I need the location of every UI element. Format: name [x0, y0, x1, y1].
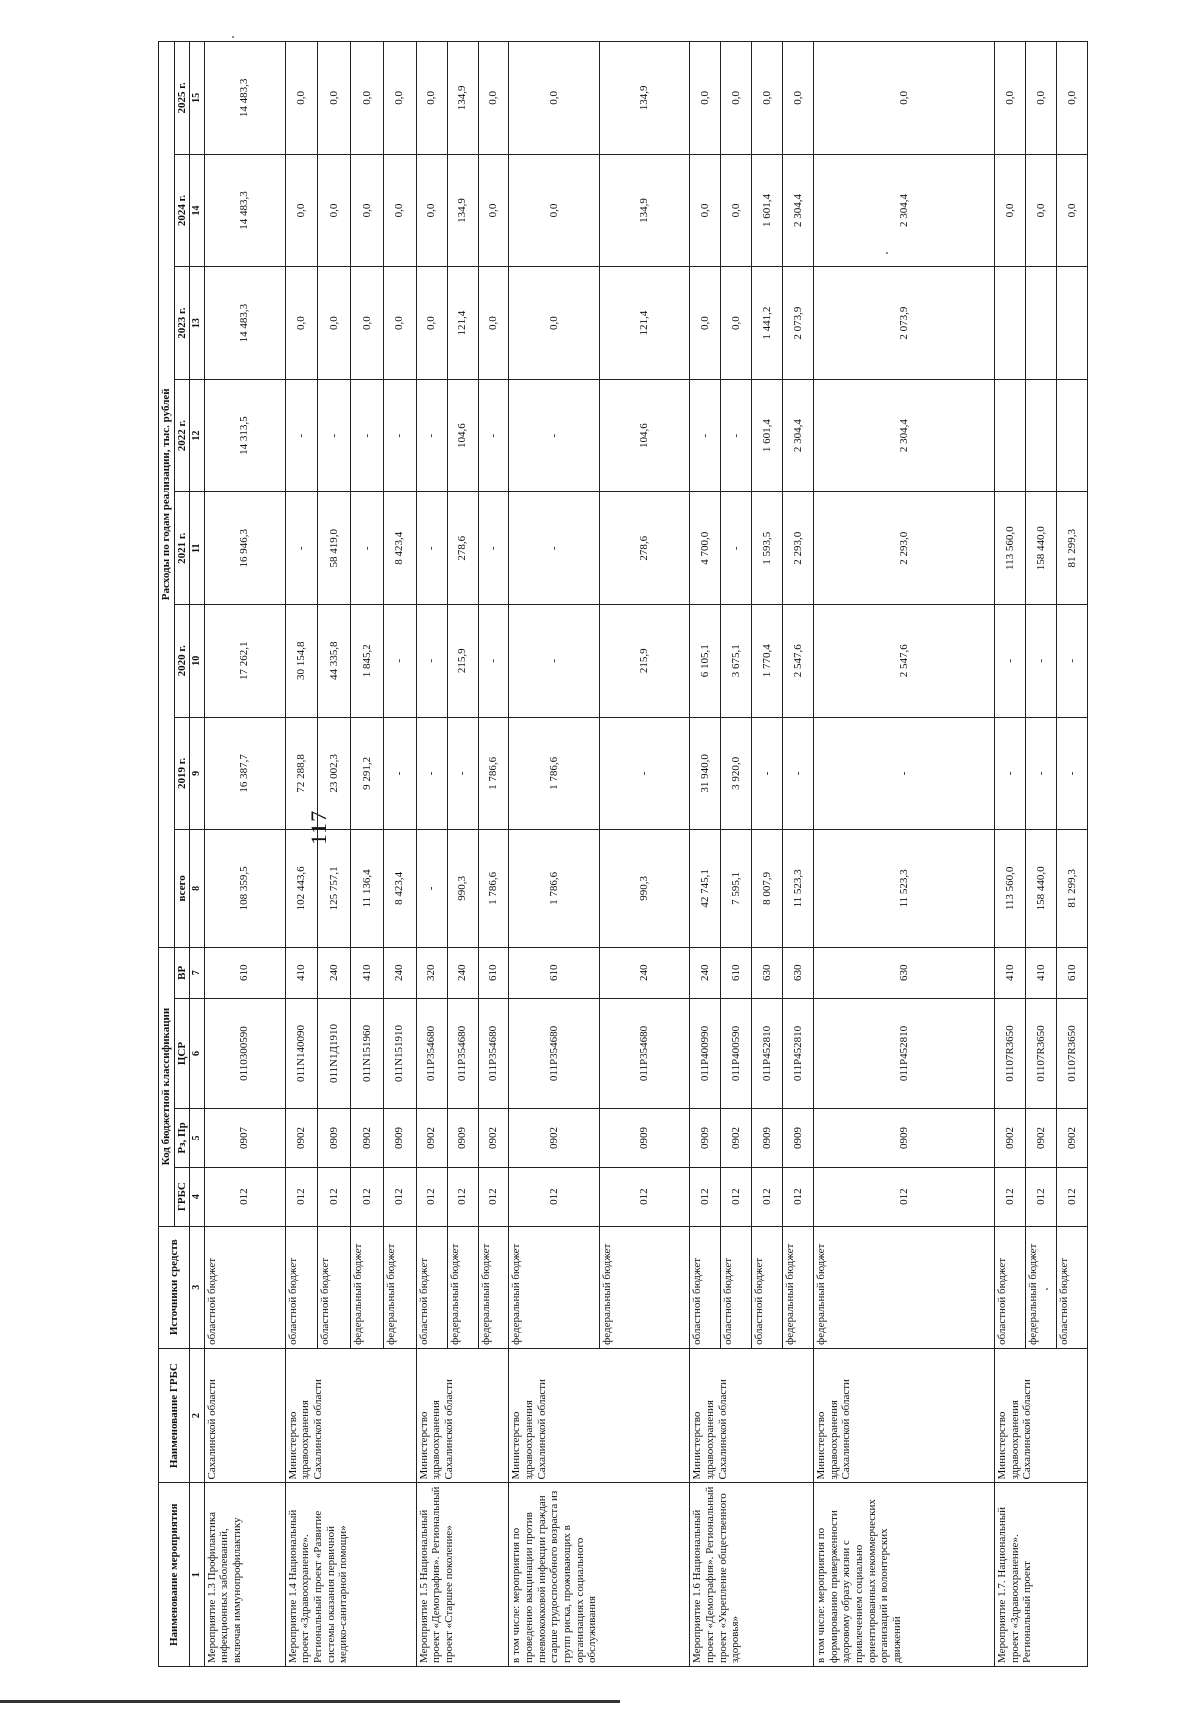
value-2022-cell: - [318, 379, 351, 492]
header-name: Наименование мероприятия [159, 1483, 190, 1667]
value-2022-cell: - [690, 379, 721, 492]
rzpr-cell: 0902 [478, 1109, 509, 1168]
value-2024-cell: 0,0 [690, 154, 721, 267]
column-index: 2 [190, 1348, 205, 1483]
grbs-cell: 012 [690, 1167, 721, 1226]
vr-cell: 320 [416, 947, 447, 998]
value-2024-cell: 0,0 [509, 154, 599, 267]
scan-speck [886, 252, 888, 254]
value-2019-cell: - [383, 717, 416, 830]
value-2019-cell: - [783, 717, 814, 830]
value-2020-cell: - [383, 605, 416, 718]
total-cell: 108 359,5 [204, 830, 285, 947]
table-row [995, 42, 1026, 1667]
csr-cell: 011P354680 [447, 998, 478, 1108]
source-cell: областной бюджет [752, 1226, 783, 1348]
value-2024-cell: 0,0 [721, 154, 752, 267]
vr-cell: 630 [783, 947, 814, 998]
value-2020-cell: - [478, 605, 509, 718]
grbs-cell: 012 [447, 1167, 478, 1226]
value-2023-cell: 1 441,2 [752, 267, 783, 380]
value-2025-cell: 0,0 [1026, 42, 1057, 155]
value-2021-cell: - [416, 492, 447, 605]
measure-name-cell: Мероприятие 1.5 Национальный проект «Демография». Региональный проект «Старшее поколение» [416, 1483, 509, 1667]
value-2024-cell: 14 483,3 [204, 154, 285, 267]
source-cell: федеральный бюджет [478, 1226, 509, 1348]
value-2024-cell: 0,0 [285, 154, 318, 267]
value-2025-cell: 0,0 [1056, 42, 1087, 155]
value-2020-cell: - [1056, 605, 1087, 718]
header-total: всего [174, 830, 190, 947]
value-2021-cell: 278,6 [447, 492, 478, 605]
header-2019: 2019 г. [174, 717, 190, 830]
value-2023-cell: 0,0 [383, 267, 416, 380]
value-2019-cell: 1 786,6 [478, 717, 509, 830]
csr-cell: 0110300590 [204, 998, 285, 1108]
value-2024-cell: 2 304,4 [783, 154, 814, 267]
source-cell: федеральный бюджет [783, 1226, 814, 1348]
table-body [204, 42, 1087, 1667]
value-2023-cell [1056, 267, 1087, 380]
value-2019-cell: - [1026, 717, 1057, 830]
value-2021-cell: - [351, 492, 384, 605]
column-index: 5 [190, 1109, 205, 1168]
value-2022-cell: 104,6 [447, 379, 478, 492]
source-cell: федеральный бюджет [351, 1226, 384, 1348]
value-2023-cell: 0,0 [318, 267, 351, 380]
value-2021-cell: 158 440,0 [1026, 492, 1057, 605]
rzpr-cell: 0902 [509, 1109, 599, 1168]
value-2023-cell: 2 073,9 [814, 267, 995, 380]
total-cell: 125 757,1 [318, 830, 351, 947]
vr-cell: 630 [814, 947, 995, 998]
value-2024-cell: 0,0 [1056, 154, 1087, 267]
value-2020-cell: - [509, 605, 599, 718]
source-cell: областной бюджет [1056, 1226, 1087, 1348]
table-row [416, 42, 447, 1667]
value-2023-cell: 0,0 [478, 267, 509, 380]
measure-name-cell: в том числе: мероприятия по формированию приверженности здоровому образу жизни с привлечением социально ориентированных некоммерческих организаций и волонтерских движений [814, 1483, 995, 1667]
value-2021-cell: 2 293,0 [814, 492, 995, 605]
value-2019-cell: 31 940,0 [690, 717, 721, 830]
value-2023-cell: 0,0 [509, 267, 599, 380]
value-2025-cell: 0,0 [285, 42, 318, 155]
value-2021-cell: - [478, 492, 509, 605]
vr-cell: 410 [1026, 947, 1057, 998]
csr-cell: 011N151910 [383, 998, 416, 1108]
grbs-cell: 012 [478, 1167, 509, 1226]
source-cell: областной бюджет [204, 1226, 285, 1348]
vr-cell: 240 [318, 947, 351, 998]
column-index-row [190, 42, 205, 1667]
value-2025-cell: 0,0 [752, 42, 783, 155]
vr-cell: 410 [285, 947, 318, 998]
source-cell: федеральный бюджет [447, 1226, 478, 1348]
column-index: 12 [190, 379, 205, 492]
value-2022-cell: - [383, 379, 416, 492]
value-2020-cell: 44 335,8 [318, 605, 351, 718]
vr-cell: 610 [478, 947, 509, 998]
value-2021-cell: - [509, 492, 599, 605]
rzpr-cell: 0902 [1056, 1109, 1087, 1168]
csr-cell: 011P354680 [599, 998, 689, 1108]
total-cell: 8 423,4 [383, 830, 416, 947]
value-2022-cell: 1 601,4 [752, 379, 783, 492]
total-cell: 11 136,4 [351, 830, 384, 947]
header-2023: 2023 г. [174, 267, 190, 380]
value-2019-cell: - [995, 717, 1026, 830]
value-2023-cell: 121,4 [599, 267, 689, 380]
value-2024-cell: 2 304,4 [814, 154, 995, 267]
value-2019-cell: 72 288,8 [285, 717, 318, 830]
total-cell: 42 745,1 [690, 830, 721, 947]
header-grbs-name: Наименование ГРБС [159, 1348, 190, 1483]
vr-cell: 610 [204, 947, 285, 998]
total-cell: 102 443,6 [285, 830, 318, 947]
value-2022-cell: - [721, 379, 752, 492]
value-2024-cell: 1 601,4 [752, 154, 783, 267]
value-2024-cell: 134,9 [599, 154, 689, 267]
table-row [204, 42, 285, 1667]
value-2019-cell: - [447, 717, 478, 830]
source-cell: областной бюджет [690, 1226, 721, 1348]
header-2020: 2020 г. [174, 605, 190, 718]
value-2020-cell: 2 547,6 [814, 605, 995, 718]
value-2023-cell: 0,0 [721, 267, 752, 380]
value-2024-cell: 134,9 [447, 154, 478, 267]
source-cell: федеральный бюджет [509, 1226, 599, 1348]
value-2021-cell: 1 593,5 [752, 492, 783, 605]
column-index: 6 [190, 998, 205, 1108]
value-2022-cell: - [509, 379, 599, 492]
csr-cell: 011P400590 [721, 998, 752, 1108]
header-budget-code: Код бюджетной классификации [159, 947, 175, 1226]
value-2022-cell [1026, 379, 1057, 492]
grbs-name-cell: Сахалинской области [204, 1348, 285, 1483]
value-2020-cell: 1 845,2 [351, 605, 384, 718]
value-2022-cell: - [351, 379, 384, 492]
total-cell: 7 595,1 [721, 830, 752, 947]
value-2025-cell: 0,0 [478, 42, 509, 155]
value-2023-cell: 0,0 [416, 267, 447, 380]
header-vr: ВР [174, 947, 190, 998]
value-2022-cell: - [285, 379, 318, 492]
grbs-cell: 012 [1056, 1167, 1087, 1226]
value-2021-cell: 81 299,3 [1056, 492, 1087, 605]
rzpr-cell: 0902 [285, 1109, 318, 1168]
source-cell: федеральный бюджет [814, 1226, 995, 1348]
value-2022-cell: 104,6 [599, 379, 689, 492]
grbs-cell: 012 [285, 1167, 318, 1226]
rzpr-cell: 0907 [204, 1109, 285, 1168]
csr-cell: 011N140090 [285, 998, 318, 1108]
total-cell: 11 523,3 [783, 830, 814, 947]
header-2022: 2022 г. [174, 379, 190, 492]
total-cell: 113 560,0 [995, 830, 1026, 947]
csr-cell: 011P354680 [509, 998, 599, 1108]
value-2025-cell: 0,0 [783, 42, 814, 155]
source-cell: федеральный бюджет [599, 1226, 689, 1348]
total-cell: 81 299,3 [1056, 830, 1087, 947]
rzpr-cell: 0909 [447, 1109, 478, 1168]
value-2019-cell: - [752, 717, 783, 830]
column-index: 14 [190, 154, 205, 267]
value-2023-cell: 14 483,3 [204, 267, 285, 380]
value-2021-cell: 58 419,0 [318, 492, 351, 605]
grbs-cell: 012 [383, 1167, 416, 1226]
vr-cell: 630 [752, 947, 783, 998]
column-index: 10 [190, 605, 205, 718]
total-cell: 990,3 [599, 830, 689, 947]
rzpr-cell: 0902 [1026, 1109, 1057, 1168]
column-index: 1 [190, 1483, 205, 1667]
header-grbs: ГРБС [174, 1167, 190, 1226]
value-2021-cell: 16 946,3 [204, 492, 285, 605]
value-2025-cell: 0,0 [995, 42, 1026, 155]
value-2021-cell: - [721, 492, 752, 605]
grbs-cell: 012 [351, 1167, 384, 1226]
vr-cell: 240 [690, 947, 721, 998]
vr-cell: 410 [995, 947, 1026, 998]
scan-speck [1046, 1288, 1048, 1290]
csr-cell: 011P400990 [690, 998, 721, 1108]
csr-cell: 011P452810 [814, 998, 995, 1108]
table-row [285, 42, 318, 1667]
value-2019-cell: 9 291,2 [351, 717, 384, 830]
rzpr-cell: 0909 [783, 1109, 814, 1168]
grbs-name-cell: Министерство здравоохранения Сахалинской области [995, 1348, 1088, 1483]
vr-cell: 610 [509, 947, 599, 998]
source-cell: федеральный бюджет [383, 1226, 416, 1348]
rzpr-cell: 0909 [383, 1109, 416, 1168]
value-2023-cell: 0,0 [285, 267, 318, 380]
value-2019-cell: - [416, 717, 447, 830]
value-2021-cell: 8 423,4 [383, 492, 416, 605]
value-2021-cell: 4 700,0 [690, 492, 721, 605]
total-cell: 158 440,0 [1026, 830, 1057, 947]
value-2022-cell: - [416, 379, 447, 492]
value-2022-cell: 2 304,4 [783, 379, 814, 492]
grbs-cell: 012 [509, 1167, 599, 1226]
value-2025-cell: 0,0 [690, 42, 721, 155]
measure-name-cell: Мероприятие 1.6 Национальный проект «Демография». Региональный проект «Укрепление общественного здоровья» [690, 1483, 814, 1667]
value-2023-cell: 0,0 [690, 267, 721, 380]
header-2024: 2024 г. [174, 154, 190, 267]
source-cell: областной бюджет [721, 1226, 752, 1348]
header-rzpr: Рз, Пр [174, 1109, 190, 1168]
rzpr-cell: 0909 [752, 1109, 783, 1168]
csr-cell: 01107R3650 [1026, 998, 1057, 1108]
source-cell: федеральный бюджет [1026, 1226, 1057, 1348]
header-2025: 2025 г. [174, 42, 190, 155]
value-2025-cell: 0,0 [509, 42, 599, 155]
vr-cell: 240 [599, 947, 689, 998]
value-2019-cell: 16 387,7 [204, 717, 285, 830]
grbs-cell: 012 [721, 1167, 752, 1226]
value-2019-cell: 23 002,3 [318, 717, 351, 830]
value-2019-cell: 3 920,0 [721, 717, 752, 830]
grbs-cell: 012 [204, 1167, 285, 1226]
value-2025-cell: 0,0 [351, 42, 384, 155]
rzpr-cell: 0902 [995, 1109, 1026, 1168]
column-index: 9 [190, 717, 205, 830]
value-2020-cell: 215,9 [447, 605, 478, 718]
rzpr-cell: 0909 [814, 1109, 995, 1168]
value-2024-cell: 0,0 [416, 154, 447, 267]
column-index: 13 [190, 267, 205, 380]
value-2024-cell: 0,0 [351, 154, 384, 267]
value-2019-cell: - [599, 717, 689, 830]
budget-table-rotated [158, 41, 1088, 1667]
grbs-cell: 012 [599, 1167, 689, 1226]
value-2022-cell [995, 379, 1026, 492]
csr-cell: 01107R3650 [995, 998, 1026, 1108]
csr-cell: 011P452810 [752, 998, 783, 1108]
vr-cell: 610 [721, 947, 752, 998]
header-csr: ЦСР [174, 998, 190, 1108]
grbs-cell: 012 [1026, 1167, 1057, 1226]
value-2020-cell: - [1026, 605, 1057, 718]
measure-name-cell: Мероприятие 1.3 Профилактика инфекционных заболеваний, включая иммунопрофилактику [204, 1483, 285, 1667]
value-2024-cell: 0,0 [318, 154, 351, 267]
value-2020-cell: 2 547,6 [783, 605, 814, 718]
table-row [509, 42, 599, 1667]
value-2025-cell: 0,0 [383, 42, 416, 155]
value-2023-cell [1026, 267, 1057, 380]
value-2021-cell: - [285, 492, 318, 605]
measure-name-cell: Мероприятие 1.7. Национальный проект «Здравоохранение». Региональный проект [995, 1483, 1088, 1667]
value-2020-cell: 215,9 [599, 605, 689, 718]
rzpr-cell: 0902 [721, 1109, 752, 1168]
header-sources: Источники средств [159, 1226, 190, 1348]
vr-cell: 240 [447, 947, 478, 998]
value-2020-cell: 17 262,1 [204, 605, 285, 718]
grbs-name-cell: Министерство здравоохранения Сахалинской области [509, 1348, 690, 1483]
rzpr-cell: 0909 [690, 1109, 721, 1168]
source-cell: областной бюджет [318, 1226, 351, 1348]
value-2020-cell: 3 675,1 [721, 605, 752, 718]
page-number: 117 [306, 809, 331, 845]
value-2022-cell: 2 304,4 [814, 379, 995, 492]
grbs-name-cell: Министерство здравоохранения Сахалинской области [285, 1348, 416, 1483]
column-index: 8 [190, 830, 205, 947]
budget-table [158, 41, 1088, 1667]
grbs-name-cell: Министерство здравоохранения Сахалинской области [690, 1348, 814, 1483]
column-index: 3 [190, 1226, 205, 1348]
csr-cell: 011P354680 [478, 998, 509, 1108]
value-2023-cell: 2 073,9 [783, 267, 814, 380]
total-cell: 1 786,6 [478, 830, 509, 947]
scan-edge-line [0, 1700, 620, 1703]
value-2024-cell: 0,0 [478, 154, 509, 267]
value-2025-cell: 134,9 [447, 42, 478, 155]
value-2024-cell: 0,0 [383, 154, 416, 267]
csr-cell: 011P354680 [416, 998, 447, 1108]
value-2021-cell: 2 293,0 [783, 492, 814, 605]
value-2025-cell: 0,0 [318, 42, 351, 155]
grbs-cell: 012 [783, 1167, 814, 1226]
column-index: 15 [190, 42, 205, 155]
value-2024-cell: 0,0 [1026, 154, 1057, 267]
grbs-cell: 012 [318, 1167, 351, 1226]
value-2025-cell: 134,9 [599, 42, 689, 155]
value-2020-cell: - [416, 605, 447, 718]
value-2019-cell: 1 786,6 [509, 717, 599, 830]
value-2025-cell: 0,0 [416, 42, 447, 155]
value-2019-cell: - [814, 717, 995, 830]
vr-cell: 240 [383, 947, 416, 998]
total-cell: - [416, 830, 447, 947]
header-2021: 2021 г. [174, 492, 190, 605]
value-2025-cell: 0,0 [814, 42, 995, 155]
csr-cell: 011P452810 [783, 998, 814, 1108]
value-2020-cell: 1 770,4 [752, 605, 783, 718]
value-2019-cell: - [1056, 717, 1087, 830]
grbs-cell: 012 [995, 1167, 1026, 1226]
total-cell: 990,3 [447, 830, 478, 947]
value-2024-cell: 0,0 [995, 154, 1026, 267]
value-2023-cell [995, 267, 1026, 380]
value-2022-cell: 14 313,5 [204, 379, 285, 492]
grbs-name-cell: Министерство здравоохранения Сахалинской области [814, 1348, 995, 1483]
value-2021-cell: 278,6 [599, 492, 689, 605]
rzpr-cell: 0909 [599, 1109, 689, 1168]
value-2023-cell: 0,0 [351, 267, 384, 380]
vr-cell: 610 [1056, 947, 1087, 998]
rzpr-cell: 0902 [416, 1109, 447, 1168]
table-row [814, 42, 995, 1667]
csr-cell: 011N1Д1910 [318, 998, 351, 1108]
total-cell: 1 786,6 [509, 830, 599, 947]
grbs-name-cell: Министерство здравоохранения Сахалинской области [416, 1348, 509, 1483]
value-2025-cell: 14 483,3 [204, 42, 285, 155]
column-index: 7 [190, 947, 205, 998]
measure-name-cell: в том числе: мероприятия по проведению вакцинации против пневмококковой инфекции граждан старше трудоспособного возраста из групп риска, проживающих в организациях социального обслуживания [509, 1483, 690, 1667]
total-cell: 11 523,3 [814, 830, 995, 947]
scan-speck [232, 36, 234, 38]
value-2022-cell: - [478, 379, 509, 492]
value-2025-cell: 0,0 [721, 42, 752, 155]
value-2021-cell: 113 560,0 [995, 492, 1026, 605]
header-expenses: Расходы по годам реализации, тыс. рублей [159, 42, 175, 948]
measure-name-cell: Мероприятие 1.4 Национальный проект «Здравоохранение». Региональный проект «Развитие системы оказания первичной медико-санитарной помощи» [285, 1483, 416, 1667]
vr-cell: 410 [351, 947, 384, 998]
column-index: 4 [190, 1167, 205, 1226]
total-cell: 8 007,9 [752, 830, 783, 947]
grbs-cell: 012 [416, 1167, 447, 1226]
csr-cell: 011N151960 [351, 998, 384, 1108]
rzpr-cell: 0902 [351, 1109, 384, 1168]
source-cell: областной бюджет [995, 1226, 1026, 1348]
grbs-cell: 012 [814, 1167, 995, 1226]
rzpr-cell: 0909 [318, 1109, 351, 1168]
source-cell: областной бюджет [285, 1226, 318, 1348]
value-2023-cell: 121,4 [447, 267, 478, 380]
grbs-cell: 012 [752, 1167, 783, 1226]
value-2022-cell [1056, 379, 1087, 492]
table-row [690, 42, 721, 1667]
column-index: 11 [190, 492, 205, 605]
value-2020-cell: 30 154,8 [285, 605, 318, 718]
csr-cell: 01107R3650 [1056, 998, 1087, 1108]
value-2020-cell: 6 105,1 [690, 605, 721, 718]
source-cell: областной бюджет [416, 1226, 447, 1348]
value-2020-cell: - [995, 605, 1026, 718]
